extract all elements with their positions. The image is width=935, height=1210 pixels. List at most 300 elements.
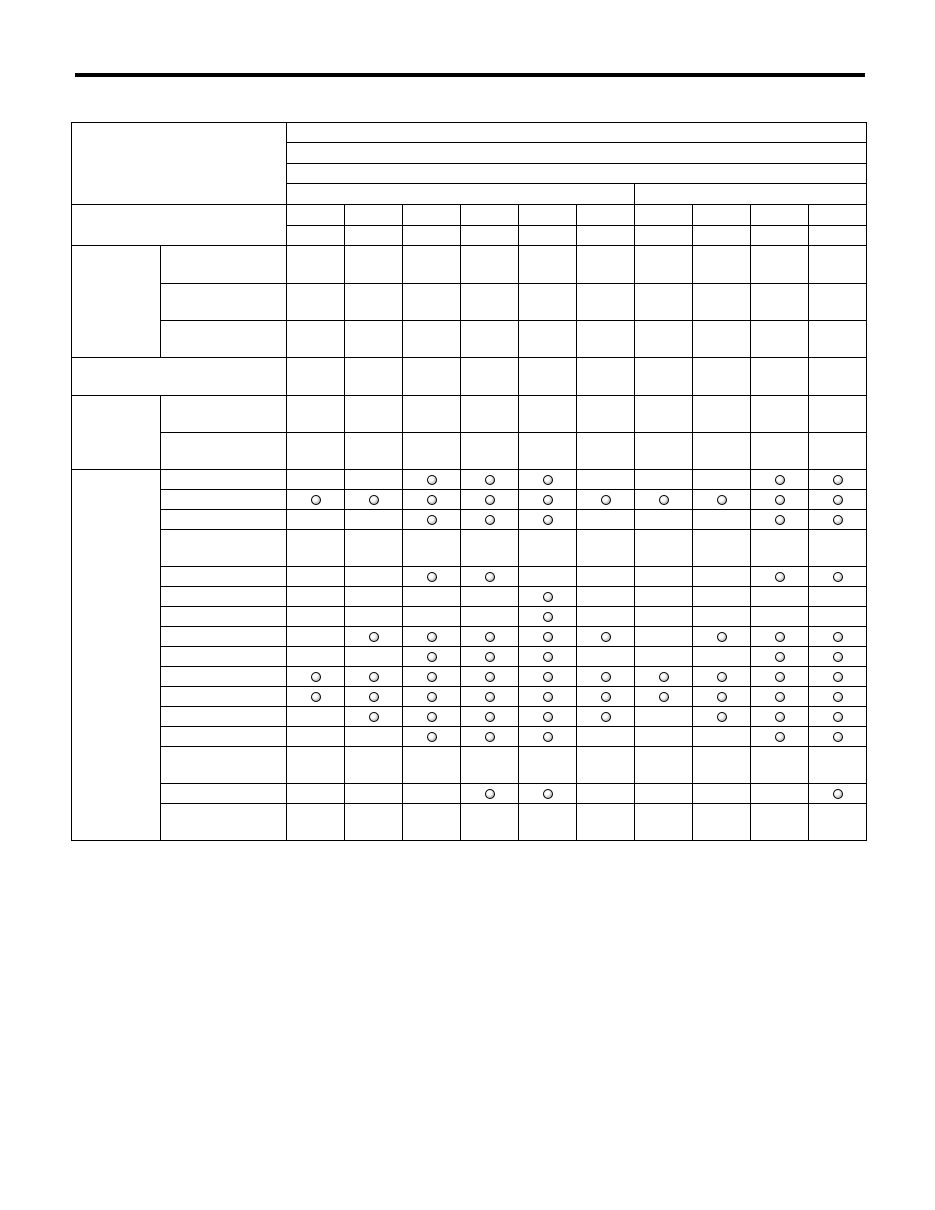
option-cell bbox=[693, 530, 751, 567]
model-subheader-cell bbox=[693, 226, 751, 246]
option-cell bbox=[403, 667, 461, 687]
filled-circle-icon bbox=[717, 692, 727, 702]
spec-label bbox=[161, 433, 287, 470]
filled-circle-icon bbox=[485, 732, 495, 742]
filled-circle-icon bbox=[775, 732, 785, 742]
model-subheader-cell bbox=[287, 226, 345, 246]
option-label bbox=[161, 510, 287, 530]
option-cell bbox=[403, 607, 461, 627]
filled-circle-icon bbox=[543, 515, 553, 525]
option-cell bbox=[519, 567, 577, 587]
option-row bbox=[72, 490, 867, 510]
filled-circle-icon bbox=[775, 515, 785, 525]
option-cell bbox=[693, 490, 751, 510]
option-cell bbox=[287, 727, 345, 747]
option-cell bbox=[287, 667, 345, 687]
option-cell bbox=[693, 784, 751, 804]
filled-circle-icon bbox=[427, 672, 437, 682]
option-cell bbox=[693, 747, 751, 784]
option-row bbox=[72, 647, 867, 667]
filled-circle-icon bbox=[833, 632, 843, 642]
option-cell bbox=[403, 747, 461, 784]
option-cell bbox=[577, 470, 635, 490]
option-cell bbox=[751, 707, 809, 727]
option-label bbox=[161, 647, 287, 667]
header-row-3 bbox=[287, 164, 867, 184]
option-cell bbox=[287, 470, 345, 490]
option-label bbox=[161, 587, 287, 607]
option-cell bbox=[635, 727, 693, 747]
filled-circle-icon bbox=[775, 572, 785, 582]
filled-circle-icon bbox=[833, 672, 843, 682]
model-subheader-cell bbox=[809, 226, 867, 246]
option-cell bbox=[809, 747, 867, 784]
option-cell bbox=[287, 567, 345, 587]
option-cell bbox=[577, 647, 635, 667]
option-cell bbox=[519, 627, 577, 647]
filled-circle-icon bbox=[427, 732, 437, 742]
option-cell bbox=[461, 510, 519, 530]
filled-circle-icon bbox=[485, 632, 495, 642]
option-cell bbox=[577, 804, 635, 841]
option-cell bbox=[403, 687, 461, 707]
filled-circle-icon bbox=[485, 712, 495, 722]
filled-circle-icon bbox=[833, 789, 843, 799]
option-row bbox=[72, 627, 867, 647]
filled-circle-icon bbox=[427, 652, 437, 662]
spec-row bbox=[72, 358, 867, 396]
model-subheader-cell bbox=[751, 226, 809, 246]
header-row-1 bbox=[287, 123, 867, 143]
option-cell bbox=[519, 707, 577, 727]
option-cell bbox=[751, 804, 809, 841]
option-cell bbox=[635, 627, 693, 647]
spec-label bbox=[161, 246, 287, 284]
option-cell bbox=[345, 727, 403, 747]
option-cell bbox=[693, 687, 751, 707]
option-cell bbox=[345, 567, 403, 587]
filled-circle-icon bbox=[427, 515, 437, 525]
option-cell bbox=[809, 607, 867, 627]
filled-circle-icon bbox=[775, 652, 785, 662]
model-header-cell bbox=[635, 205, 693, 226]
filled-circle-icon bbox=[427, 495, 437, 505]
option-cell bbox=[751, 627, 809, 647]
filled-circle-icon bbox=[775, 692, 785, 702]
option-cell bbox=[751, 587, 809, 607]
filled-circle-icon bbox=[485, 475, 495, 485]
option-cell bbox=[577, 607, 635, 627]
spec-label bbox=[161, 321, 287, 358]
option-cell bbox=[345, 510, 403, 530]
option-cell bbox=[693, 567, 751, 587]
filled-circle-icon bbox=[833, 572, 843, 582]
filled-circle-icon bbox=[775, 495, 785, 505]
filled-circle-icon bbox=[369, 672, 379, 682]
option-cell bbox=[809, 510, 867, 530]
filled-circle-icon bbox=[717, 672, 727, 682]
option-cell bbox=[751, 470, 809, 490]
option-cell bbox=[403, 804, 461, 841]
option-label bbox=[161, 747, 287, 784]
filled-circle-icon bbox=[485, 495, 495, 505]
filled-circle-icon bbox=[601, 672, 611, 682]
option-cell bbox=[403, 627, 461, 647]
option-cell bbox=[461, 530, 519, 567]
option-cell bbox=[287, 687, 345, 707]
option-cell bbox=[809, 727, 867, 747]
filled-circle-icon bbox=[833, 515, 843, 525]
model-header-cell bbox=[577, 205, 635, 226]
option-row bbox=[72, 607, 867, 627]
option-cell bbox=[635, 747, 693, 784]
spec-group-2-label bbox=[72, 396, 161, 470]
option-label bbox=[161, 667, 287, 687]
option-cell bbox=[403, 727, 461, 747]
option-cell bbox=[287, 707, 345, 727]
option-cell bbox=[287, 510, 345, 530]
option-cell bbox=[751, 510, 809, 530]
spec-label bbox=[161, 396, 287, 433]
option-cell bbox=[345, 707, 403, 727]
filled-circle-icon bbox=[717, 495, 727, 505]
model-header-cell bbox=[519, 205, 577, 226]
filled-circle-icon bbox=[601, 632, 611, 642]
option-cell bbox=[519, 667, 577, 687]
model-subheader-cell bbox=[345, 226, 403, 246]
option-cell bbox=[461, 587, 519, 607]
filled-circle-icon bbox=[543, 612, 553, 622]
option-cell bbox=[577, 627, 635, 647]
filled-circle-icon bbox=[543, 475, 553, 485]
option-cell bbox=[287, 607, 345, 627]
option-cell bbox=[345, 530, 403, 567]
option-row bbox=[72, 747, 867, 784]
filled-circle-icon bbox=[833, 712, 843, 722]
filled-circle-icon bbox=[601, 495, 611, 505]
option-cell bbox=[345, 747, 403, 784]
option-label bbox=[161, 567, 287, 587]
filled-circle-icon bbox=[775, 712, 785, 722]
option-cell bbox=[635, 567, 693, 587]
spec-row bbox=[72, 321, 867, 358]
option-label bbox=[161, 707, 287, 727]
option-cell bbox=[693, 607, 751, 627]
option-cell bbox=[577, 747, 635, 784]
option-cell bbox=[403, 707, 461, 727]
table-corner-cell bbox=[72, 123, 287, 205]
option-cell bbox=[809, 567, 867, 587]
option-cell bbox=[809, 647, 867, 667]
option-cell bbox=[287, 530, 345, 567]
spec-row bbox=[72, 396, 867, 433]
filled-circle-icon bbox=[833, 652, 843, 662]
model-header-cell bbox=[809, 205, 867, 226]
option-cell bbox=[461, 784, 519, 804]
option-cell bbox=[345, 687, 403, 707]
option-cell bbox=[577, 490, 635, 510]
option-cell bbox=[345, 470, 403, 490]
filled-circle-icon bbox=[485, 672, 495, 682]
spec-group-1-label bbox=[72, 246, 161, 358]
option-cell bbox=[693, 707, 751, 727]
option-cell bbox=[403, 470, 461, 490]
option-cell bbox=[809, 784, 867, 804]
option-row bbox=[72, 804, 867, 841]
option-cell bbox=[577, 727, 635, 747]
option-cell bbox=[751, 647, 809, 667]
filled-circle-icon bbox=[485, 789, 495, 799]
spec-row bbox=[72, 433, 867, 470]
option-cell bbox=[809, 707, 867, 727]
option-row bbox=[72, 687, 867, 707]
option-cell bbox=[635, 530, 693, 567]
option-cell bbox=[345, 667, 403, 687]
option-cell bbox=[345, 804, 403, 841]
option-row bbox=[72, 567, 867, 587]
filled-circle-icon bbox=[833, 495, 843, 505]
option-cell bbox=[461, 687, 519, 707]
option-cell bbox=[751, 607, 809, 627]
option-cell bbox=[519, 647, 577, 667]
filled-circle-icon bbox=[775, 475, 785, 485]
option-cell bbox=[751, 490, 809, 510]
option-cell bbox=[287, 647, 345, 667]
option-row bbox=[72, 510, 867, 530]
option-cell bbox=[403, 510, 461, 530]
option-cell bbox=[635, 647, 693, 667]
filled-circle-icon bbox=[833, 692, 843, 702]
filled-circle-icon bbox=[311, 672, 321, 682]
header-row-2 bbox=[287, 143, 867, 164]
model-header-cell bbox=[403, 205, 461, 226]
filled-circle-icon bbox=[543, 495, 553, 505]
filled-circle-icon bbox=[601, 712, 611, 722]
option-label bbox=[161, 607, 287, 627]
model-label-cell bbox=[72, 205, 287, 246]
filled-circle-icon bbox=[543, 692, 553, 702]
option-cell bbox=[577, 510, 635, 530]
option-cell bbox=[577, 587, 635, 607]
option-row bbox=[72, 530, 867, 567]
model-subheader-cell bbox=[403, 226, 461, 246]
header-group-left bbox=[287, 184, 635, 205]
option-label bbox=[161, 470, 287, 490]
option-cell bbox=[461, 647, 519, 667]
option-cell bbox=[577, 707, 635, 727]
option-cell bbox=[577, 784, 635, 804]
option-cell bbox=[345, 627, 403, 647]
option-label bbox=[161, 530, 287, 567]
option-cell bbox=[809, 627, 867, 647]
option-cell bbox=[751, 567, 809, 587]
option-cell bbox=[287, 490, 345, 510]
filled-circle-icon bbox=[601, 692, 611, 702]
option-cell bbox=[751, 747, 809, 784]
option-cell bbox=[693, 647, 751, 667]
option-cell bbox=[751, 784, 809, 804]
option-cell bbox=[287, 627, 345, 647]
option-cell bbox=[809, 470, 867, 490]
option-cell bbox=[751, 727, 809, 747]
option-cell bbox=[635, 784, 693, 804]
equipment-table bbox=[71, 122, 867, 841]
header-group-right bbox=[635, 184, 867, 205]
option-row bbox=[72, 784, 867, 804]
filled-circle-icon bbox=[427, 632, 437, 642]
option-cell bbox=[519, 470, 577, 490]
option-cell bbox=[693, 627, 751, 647]
option-cell bbox=[461, 470, 519, 490]
filled-circle-icon bbox=[543, 712, 553, 722]
model-header-cell bbox=[693, 205, 751, 226]
option-cell bbox=[345, 607, 403, 627]
option-cell bbox=[519, 530, 577, 567]
option-cell bbox=[809, 490, 867, 510]
option-cell bbox=[461, 667, 519, 687]
spec-row bbox=[72, 246, 867, 284]
option-cell bbox=[809, 687, 867, 707]
option-cell bbox=[635, 707, 693, 727]
model-subheader-cell bbox=[519, 226, 577, 246]
option-label bbox=[161, 804, 287, 841]
option-cell bbox=[519, 510, 577, 530]
option-cell bbox=[519, 747, 577, 784]
option-group-label bbox=[72, 470, 161, 841]
spec-label-wide bbox=[72, 358, 287, 396]
option-cell bbox=[287, 804, 345, 841]
option-cell bbox=[519, 727, 577, 747]
option-cell bbox=[635, 510, 693, 530]
option-cell bbox=[693, 727, 751, 747]
filled-circle-icon bbox=[485, 652, 495, 662]
option-cell bbox=[461, 727, 519, 747]
option-cell bbox=[519, 607, 577, 627]
option-cell bbox=[693, 587, 751, 607]
option-cell bbox=[635, 687, 693, 707]
header-rule bbox=[75, 73, 865, 77]
model-header-cell bbox=[287, 205, 345, 226]
option-cell bbox=[519, 804, 577, 841]
filled-circle-icon bbox=[427, 712, 437, 722]
option-cell bbox=[403, 784, 461, 804]
option-row bbox=[72, 707, 867, 727]
option-cell bbox=[751, 530, 809, 567]
option-cell bbox=[809, 667, 867, 687]
filled-circle-icon bbox=[775, 632, 785, 642]
option-cell bbox=[635, 607, 693, 627]
option-cell bbox=[519, 784, 577, 804]
option-cell bbox=[519, 687, 577, 707]
model-subheader-cell bbox=[577, 226, 635, 246]
option-cell bbox=[461, 707, 519, 727]
option-label bbox=[161, 687, 287, 707]
filled-circle-icon bbox=[543, 789, 553, 799]
spec-label bbox=[161, 284, 287, 321]
option-cell bbox=[693, 667, 751, 687]
option-cell bbox=[461, 490, 519, 510]
filled-circle-icon bbox=[659, 672, 669, 682]
filled-circle-icon bbox=[427, 475, 437, 485]
option-cell bbox=[809, 530, 867, 567]
model-subheader-cell bbox=[635, 226, 693, 246]
option-cell bbox=[635, 490, 693, 510]
option-cell bbox=[461, 607, 519, 627]
filled-circle-icon bbox=[311, 495, 321, 505]
option-label bbox=[161, 727, 287, 747]
filled-circle-icon bbox=[485, 572, 495, 582]
model-header-cell bbox=[345, 205, 403, 226]
filled-circle-icon bbox=[427, 692, 437, 702]
filled-circle-icon bbox=[717, 712, 727, 722]
option-cell bbox=[519, 490, 577, 510]
option-cell bbox=[635, 667, 693, 687]
filled-circle-icon bbox=[485, 692, 495, 702]
option-cell bbox=[345, 490, 403, 510]
option-cell bbox=[403, 490, 461, 510]
option-cell bbox=[751, 667, 809, 687]
option-cell bbox=[635, 587, 693, 607]
option-cell bbox=[345, 587, 403, 607]
option-cell bbox=[403, 567, 461, 587]
option-cell bbox=[577, 567, 635, 587]
filled-circle-icon bbox=[311, 692, 321, 702]
filled-circle-icon bbox=[659, 692, 669, 702]
option-cell bbox=[461, 567, 519, 587]
model-header-cell bbox=[751, 205, 809, 226]
option-cell bbox=[287, 784, 345, 804]
option-row bbox=[72, 727, 867, 747]
option-cell bbox=[635, 470, 693, 490]
option-cell bbox=[809, 587, 867, 607]
filled-circle-icon bbox=[833, 475, 843, 485]
model-header-cell bbox=[461, 205, 519, 226]
filled-circle-icon bbox=[543, 672, 553, 682]
option-cell bbox=[403, 647, 461, 667]
filled-circle-icon bbox=[775, 672, 785, 682]
option-cell bbox=[461, 804, 519, 841]
option-cell bbox=[461, 747, 519, 784]
filled-circle-icon bbox=[833, 732, 843, 742]
option-cell bbox=[577, 667, 635, 687]
option-row bbox=[72, 587, 867, 607]
option-cell bbox=[345, 647, 403, 667]
filled-circle-icon bbox=[717, 632, 727, 642]
option-label bbox=[161, 490, 287, 510]
option-row bbox=[72, 667, 867, 687]
filled-circle-icon bbox=[659, 495, 669, 505]
option-cell bbox=[693, 804, 751, 841]
option-row bbox=[72, 470, 867, 490]
option-cell bbox=[461, 627, 519, 647]
option-label bbox=[161, 784, 287, 804]
filled-circle-icon bbox=[543, 592, 553, 602]
option-cell bbox=[693, 470, 751, 490]
option-cell bbox=[809, 804, 867, 841]
filled-circle-icon bbox=[369, 495, 379, 505]
filled-circle-icon bbox=[369, 712, 379, 722]
filled-circle-icon bbox=[485, 515, 495, 525]
option-cell bbox=[751, 687, 809, 707]
filled-circle-icon bbox=[369, 632, 379, 642]
option-cell bbox=[635, 804, 693, 841]
filled-circle-icon bbox=[427, 572, 437, 582]
model-subheader-cell bbox=[461, 226, 519, 246]
option-label bbox=[161, 627, 287, 647]
filled-circle-icon bbox=[369, 692, 379, 702]
option-cell bbox=[287, 747, 345, 784]
spec-row bbox=[72, 284, 867, 321]
